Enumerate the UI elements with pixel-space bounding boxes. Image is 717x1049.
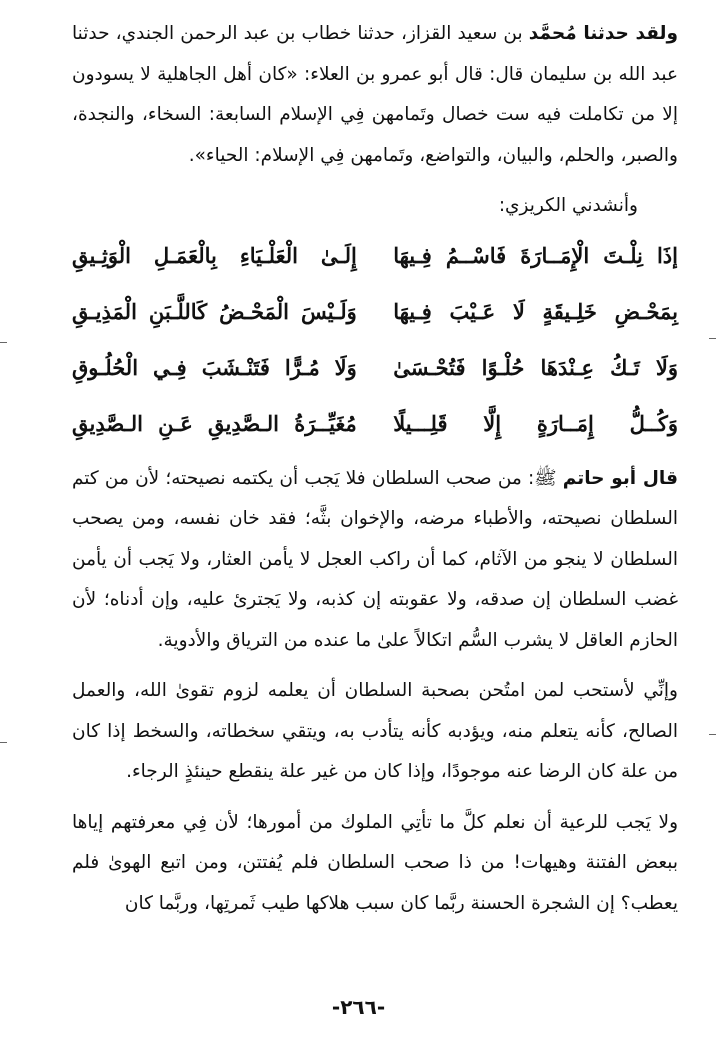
paragraph-3-lead: قال أبو حاتم bbox=[562, 467, 678, 489]
paragraph-5: ولا يَجب للرعية أن نعلم كلَّ ما تأتِي الملوك من أمورها؛ لأن فِي معرفتهم إياها ببعض الفتنة وهيهات! من ذا صحب السلطان فلم يُفتتن، ومن اتبع الهوىٰ فلم يعطب؟ إن الشجرة الحسنة ربَّما كان سبب هلاكها طيب ثَمرتِها، وربَّما كان bbox=[72, 811, 678, 914]
verse-second-hemistich: إِلَـىٰ الْعَلْـيَاءِ بِالْعَمَـلِ الْوَثِـيقِ bbox=[72, 243, 357, 269]
verse-second-hemistich: مُغَيِّــرَةُ الـصَّدِيقِ عَـنِ الـصَّدِيقِ bbox=[72, 411, 357, 437]
margin-tick bbox=[709, 734, 716, 735]
poem bbox=[72, 229, 678, 453]
verse-second-hemistich: وَلَا مُـرًّا فَتَنْـشَبَ فِـي الْحُلُـوقِ bbox=[72, 355, 357, 381]
margin-tick bbox=[709, 338, 716, 339]
margin-tick bbox=[0, 742, 7, 743]
verse-first-hemistich: بِمَحْـضِ خَلِـيقَةٍ لَا عَـيْبَ فِـيهَا bbox=[393, 299, 678, 325]
paragraph-4: وإنِّي لأستحب لمن امتُحن بصحبة السلطان أن يعلمه لزوم تقوىٰ الله، والعمل الصالح، كأنه يتعلم منه، ويؤدبه كأنه يتأدب به، ويتقي سخطاته، والسخط إذا كان من علة كان الرضا عنه موجودًا، وإذا كان من غير علة ينقطع حينئذٍ الرجاء. bbox=[72, 680, 678, 782]
verse-first-hemistich: إذَا نِلْـتَ الْإِمَــارَةَ فَاسْــمُ فِـيهَا bbox=[393, 243, 678, 269]
paragraph-1-text: بن سعيد القزاز، حدثنا خطاب بن عبد الرحمن الجندي، حدثنا عبد الله بن سليمان قال: قال أبو عمرو بن العلاء: «كان أهل الجاهلية لا يسودون إلا من تكاملت فيه ست خصال وتَمامهن فِي الإسلام السابعة: السخاء، والنجدة، والصبر، والحلم، والبيان، والتواضع، وتَمامهن فِي الإسلام: الحياء». bbox=[72, 23, 678, 166]
paragraph-3 bbox=[72, 459, 678, 662]
verse-second-hemistich: وَلَـيْسَ الْمَحْـضُ كَاللَّـبَنِ الْمَذِيـقِ bbox=[72, 299, 357, 325]
margin-tick bbox=[0, 342, 7, 343]
verse-line bbox=[72, 341, 678, 397]
verse-line bbox=[72, 285, 678, 341]
verse-line bbox=[72, 397, 678, 453]
paragraph-3-text: ﷺ: من صحب السلطان فلا يَجب أن يكتمه نصيحته؛ لأن من كتم السلطان نصيحته، والأطباء مرضه، والإخوان بثَّه؛ فقد خان نفسه، ومن يصحب السلطان لا ينجو من الآثام، كما أن راكب العجل لا يأمن العثار، ولا يَجب أن يأمن غضب السلطان إن صدقه، ولا عقوبته إن كذبه، ولا يَجترئ عليه، وإن أدناه؛ لأن الحازم العاقل لا يشرب السُّم اتكالاً علىٰ ما عنده من الترياق والأدوية. bbox=[72, 467, 678, 651]
verse-line bbox=[72, 229, 678, 285]
verse-first-hemistich: وَكُــلُّ إِمَــارَةٍ إِلَّا قَلِـــيلًا bbox=[393, 411, 678, 437]
page-number: -٢٦٦- bbox=[331, 995, 386, 1019]
page-body bbox=[72, 14, 678, 924]
verse-first-hemistich: وَلَا تَـكُ عِـنْدَهَا حُلْـوًا فَتُحْـسَىٰ bbox=[393, 355, 678, 381]
paragraph-1-lead: ولقد حدثنا مُحمَّد bbox=[528, 23, 678, 44]
paragraph-1 bbox=[72, 14, 678, 176]
verses-intro: وأنشدني الكريزي: bbox=[498, 195, 638, 216]
